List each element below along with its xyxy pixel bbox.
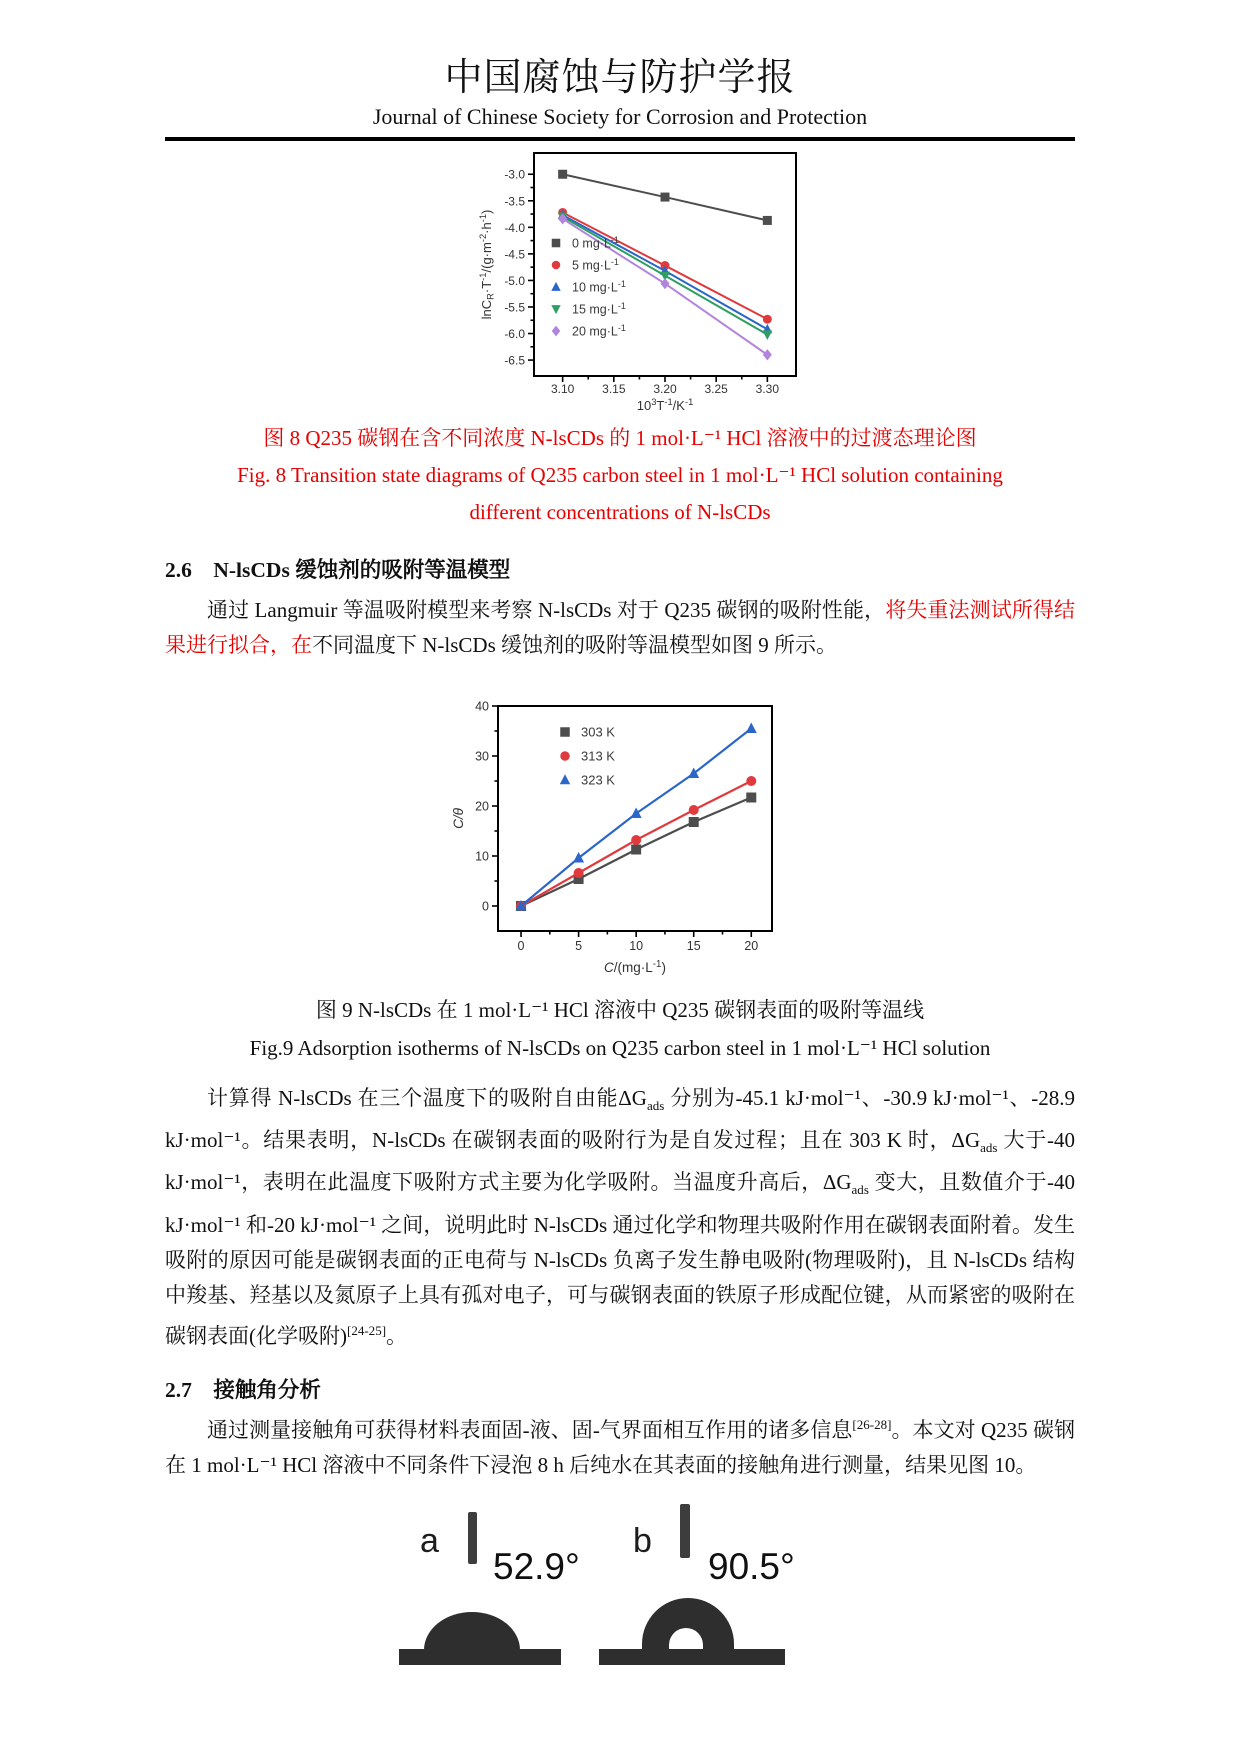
para-text: 。本文对 Q235 碳钢在 1 mol·L⁻¹ HCl 溶液中不同条件下浸泡 8 h 后纯水在其表面的接触角进行测量，结果见图 10。 [165,1417,1075,1477]
svg-text:-6.5: -6.5 [504,353,525,368]
fig8-chart-svg [459,147,809,415]
contact-angle-a-value: 52.9° [493,1545,580,1587]
svg-text:10: 10 [475,849,489,864]
section-2-6-paragraph [165,593,1075,663]
svg-text:-5.0: -5.0 [504,273,525,288]
reference-superscript: [26-28] [852,1416,892,1432]
para-text: 。 [386,1323,408,1348]
needle-b-icon [680,1504,690,1558]
needle-a-icon [468,1512,477,1564]
svg-text:313 K: 313 K [581,748,615,764]
svg-text:20: 20 [475,799,489,814]
subscript-ads: ads [851,1182,869,1198]
fig10-contact-angle-figure [165,1504,1075,1682]
svg-text:-6.0: -6.0 [504,327,525,342]
svg-text:C/(mg·L-1): $C/(mg\cdot L^{-1})$ [604,958,666,975]
svg-text:-4.0: -4.0 [504,220,525,235]
svg-text:10: 10 [629,939,644,953]
svg-text:lnCR·T-1/(g·m-2·h-1): $lnCR\cdot T^{-1}/(g\cdot m^{-2}\cdot h^{-1})$ [478,209,496,320]
svg-text:5: 5 [575,939,583,953]
svg-text:3.15: 3.15 [602,382,626,396]
svg-text:20: 20 [744,939,759,953]
revision-red-text: 将失重法测试所得结果进行拟合，在 [165,598,1076,657]
para-text: 通过测量接触角可获得材料表面固-液、固-气界面相互作用的诸多信息 [207,1417,853,1442]
droplet-a [424,1612,520,1650]
substrate-bar-b [599,1649,785,1665]
svg-text:-4.5: -4.5 [504,247,525,262]
page-header [165,0,1075,141]
fig9-figure [165,684,1075,983]
section-2-6-heading: 2.6 N-lsCDs 缓蚀剂的吸附等温模型 [165,558,511,582]
svg-text:0: 0 [517,939,525,953]
para-text: 分别为-45.1 kJ·mol⁻¹、-30.9 kJ·mol⁻¹、-28.9 kJ·mol⁻¹。结果表明，N-lsCDs 在碳钢表面的吸附行为是自发过程；且在 303 K 时，ΔG [165,1086,1075,1153]
svg-text:3.25: 3.25 [704,382,728,396]
fig9-chart [440,684,800,983]
fig8-caption [165,420,1075,531]
legend [551,235,626,339]
svg-text:3.20: 3.20 [653,382,677,396]
svg-text:30: 30 [475,749,489,764]
para-text: 计算得 N-lsCDs 在三个温度下的吸附自由能ΔG [207,1086,647,1110]
svg-text:10 mg·L-1: 10 $mg\cdot L^{-1}$ [572,278,626,295]
svg-text:-5.5: -5.5 [504,300,525,315]
svg-text:15: 15 [686,939,701,953]
para-text: 不同温度下 N-lsCDs 缓蚀剂的吸附等温模型如图 9 所示。 [312,633,838,657]
panel-a-label: a [420,1521,439,1560]
para-text: 变大，且数值介于-40 kJ·mol⁻¹ 和-20 kJ·mol⁻¹ 之间，说明此时 N-lsCDs 通过化学和物理共吸附作用在碳钢表面附着。发生吸附的原因可能是碳钢表面的正电荷与 N-lsCDs 负离子发生静电吸附(物理吸附)，且 N-lsCDs 结构中羧基、羟基以及氮原子上具有孤对电子，可与碳钢表面的铁原子形成配位键，从而紧密的吸附在碳钢表面(化学吸附) [165,1170,1075,1348]
fig9-chart-svg [440,684,800,978]
tick-labels [504,168,779,396]
fig8-figure [179,147,1089,420]
svg-text:5 mg·L-1: 5 $mg\cdot L^{-1}$ [572,256,619,273]
svg-text:C/θ: C/θ [451,808,466,829]
reference-superscript: [24-25] [347,1322,387,1338]
series-0-mg-L-1- [558,170,772,225]
subscript-ads: ads [646,1098,665,1114]
fig8-caption-en-line1: Fig. 8 Transition state diagrams of Q235 carbon steel in 1 mol·L⁻¹ HCl solution containing [237,463,1003,487]
svg-text:15 mg·L-1: 15 $mg\cdot L^{-1}$ [572,300,626,317]
fig8-caption-en-line2: different concentrations of N-lsCDs [469,500,771,524]
series-15-mg-L-1- [558,213,773,340]
fig9-caption [165,991,1075,1067]
journal-title-en: Journal of Chinese Society for Corrosion and Protection [372,104,868,129]
fig8-chart [459,147,809,420]
svg-text:0 mg·L-1: 0 $mg\cdot L^{-1}$ [572,234,619,251]
svg-text:-3.0: -3.0 [504,167,525,182]
section-2-7-paragraph [165,1407,1075,1483]
legend [560,725,616,788]
svg-text:103T-1/K-1: $10^3T^{-1}/K^{-1}$ [636,397,694,413]
substrate-bar-a [399,1649,561,1665]
fig9-caption-zh: 图 9 N-lsCDs 在 1 mol·L⁻¹ HCl 溶液中 Q235 碳钢表面的吸附等温线 [315,998,925,1022]
header-rule [165,137,1075,141]
svg-text:-3.5: -3.5 [504,194,525,209]
series-323-K [516,723,757,911]
svg-text:3.10: 3.10 [550,382,575,396]
svg-text:3.30: 3.30 [755,382,780,396]
svg-text:323 K: 323 K [581,772,615,788]
para-text: 大于-40 kJ·mol⁻¹，表明在此温度下吸附方式主要为化学吸附。当温度升高后，ΔG [165,1128,1075,1195]
fig8-caption-zh: 图 8 Q235 碳钢在含不同浓度 N-lsCDs 的 1 mol·L⁻¹ HCl 溶液中的过渡态理论图 [263,426,977,450]
section-2-7-heading: 2.7 接触角分析 [165,1377,321,1402]
subscript-ads: ads [980,1140,998,1156]
svg-text:0: 0 [482,899,489,914]
svg-text:303 K: 303 K [581,724,615,740]
svg-text:40: 40 [475,699,489,714]
para-text: 通过 Langmuir 等温吸附模型来考察 N-lsCDs 对于 Q235 碳钢的吸附性能， [207,598,886,622]
journal-title-zh: 中国腐蚀与防护学报 [444,57,796,99]
fig9-caption-en: Fig.9 Adsorption isotherms of N-lsCDs on Q235 carbon steel in 1 mol·L⁻¹ HCl solution [249,1036,991,1060]
adsorption-energy-paragraph [165,1081,1075,1354]
axes [528,174,767,382]
contact-angle-b-value: 90.5° [708,1545,795,1587]
tick-labels [475,700,758,954]
svg-text:20 mg·L-1: 20 $mg\cdot L^{-1}$ [572,322,626,339]
panel-b-label: b [633,1521,652,1560]
